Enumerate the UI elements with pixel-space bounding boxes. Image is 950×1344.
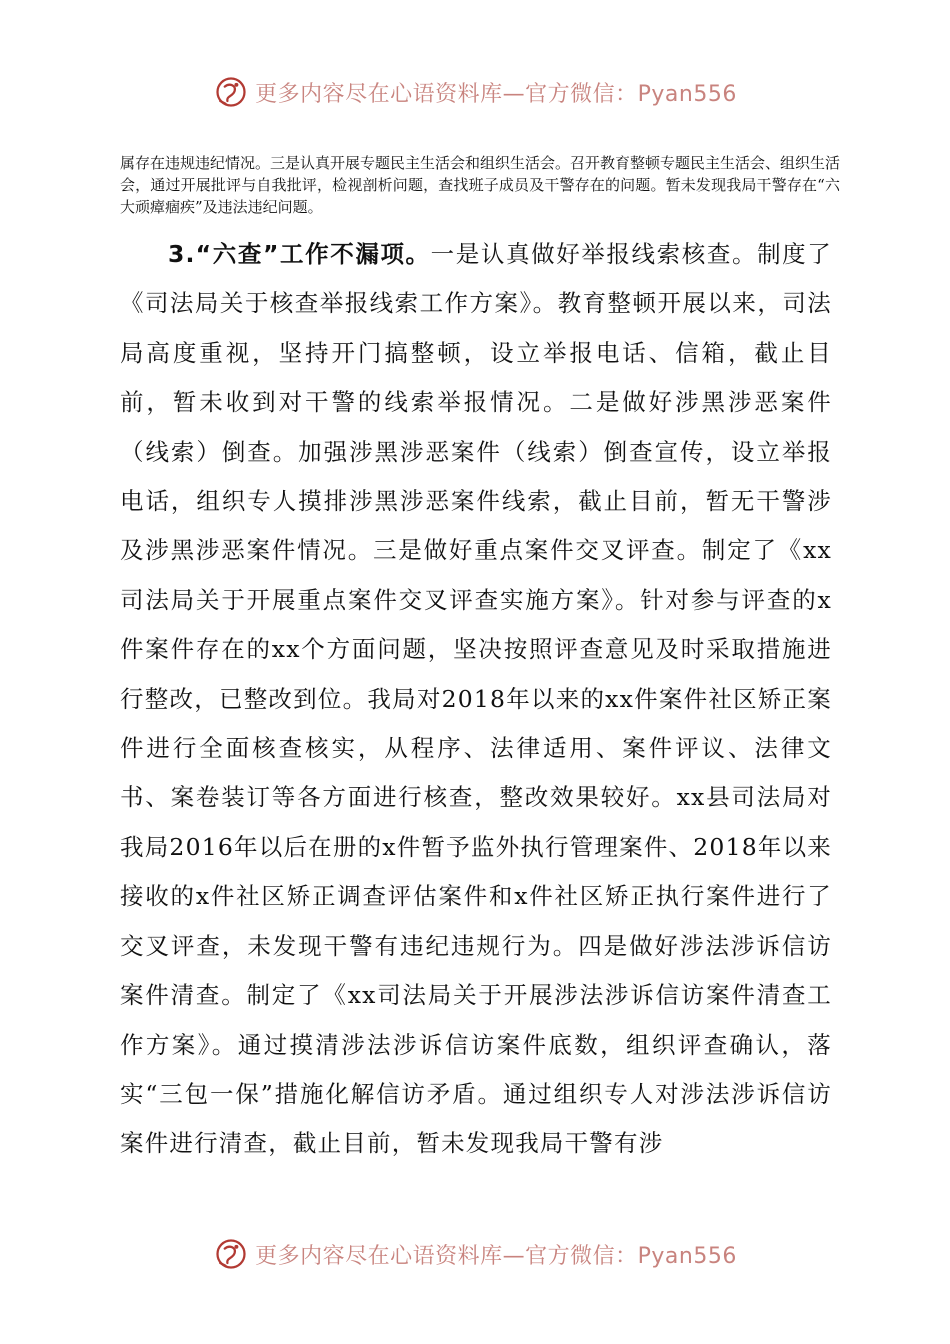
- continued-paragraph: 属存在违规违纪情况。三是认真开展专题民主生活会和组织生活会。召开教育整顿专题民主生活会、组织生活会，通过开展批评与自我批评，检视剖析问题，查找班子成员及干警存在的问题。暂未发现我局干警存在“六大顽瘴痼疾”及违法违纪问题。: [120, 154, 841, 216]
- footer-banner-text: 更多内容尽在心语资料库—官方微信：Pyan556: [255, 1243, 737, 1269]
- header-banner-text: 更多内容尽在心语资料库—官方微信：Pyan556: [255, 81, 737, 107]
- section-heading: 3.“六查”工作不漏项。: [168, 240, 431, 268]
- footer-banner: [0, 1234, 950, 1274]
- continued-paragraph-block: [120, 152, 840, 218]
- header-banner: [0, 72, 950, 112]
- hand-heart-logo-icon: [213, 1236, 249, 1272]
- section-body: 一是认真做好举报线索核查。制度了《司法局关于核查举报线索工作方案》。教育整顿开展以来，司法局高度重视，坚持开门搞整顿，设立举报电话、信箱，截止目前，暂未收到对干警的线索举报情况。二是做好涉黑涉恶案件（线索）倒查。加强涉黑涉恶案件（线索）倒查宣传，设立举报电话，组织专人摸排涉黑涉恶案件线索，截止目前，暂无干警涉及涉黑涉恶案件情况。三是做好重点案件交叉评查。制定了《xx司法局关于开展重点案件交叉评查实施方案》。针对参与评查的x件案件存在的xx个方面问题，坚决按照评查意见及时采取措施进行整改，已整改到位。我局对2018年以来的xx件案件社区矫正案件进行全面核查核实，从程序、法律适用、案件评议、法律文书、案卷装订等各方面进行核查，整改效果较好。xx县司法局对我局2016年以后在册的x件暂予监外执行管理案件、2018年以来接收的x件社区矫正调查评估案件和x件社区矫正执行案件进行了交叉评查，未发现干警有违纪违规行为。四是做好涉法涉诉信访案件清查。制定了《xx司法局关于开展涉法涉诉信访案件清查工作方案》。通过摸清涉法涉诉信访案件底数，组织评查确认，落实“三包一保”措施化解信访矛盾。通过组织专人对涉法涉诉信访案件进行清查，截止目前，暂未发现我局干警有涉: [120, 240, 832, 1158]
- section-paragraph-block: [120, 230, 832, 1169]
- hand-heart-logo-icon: [213, 74, 249, 110]
